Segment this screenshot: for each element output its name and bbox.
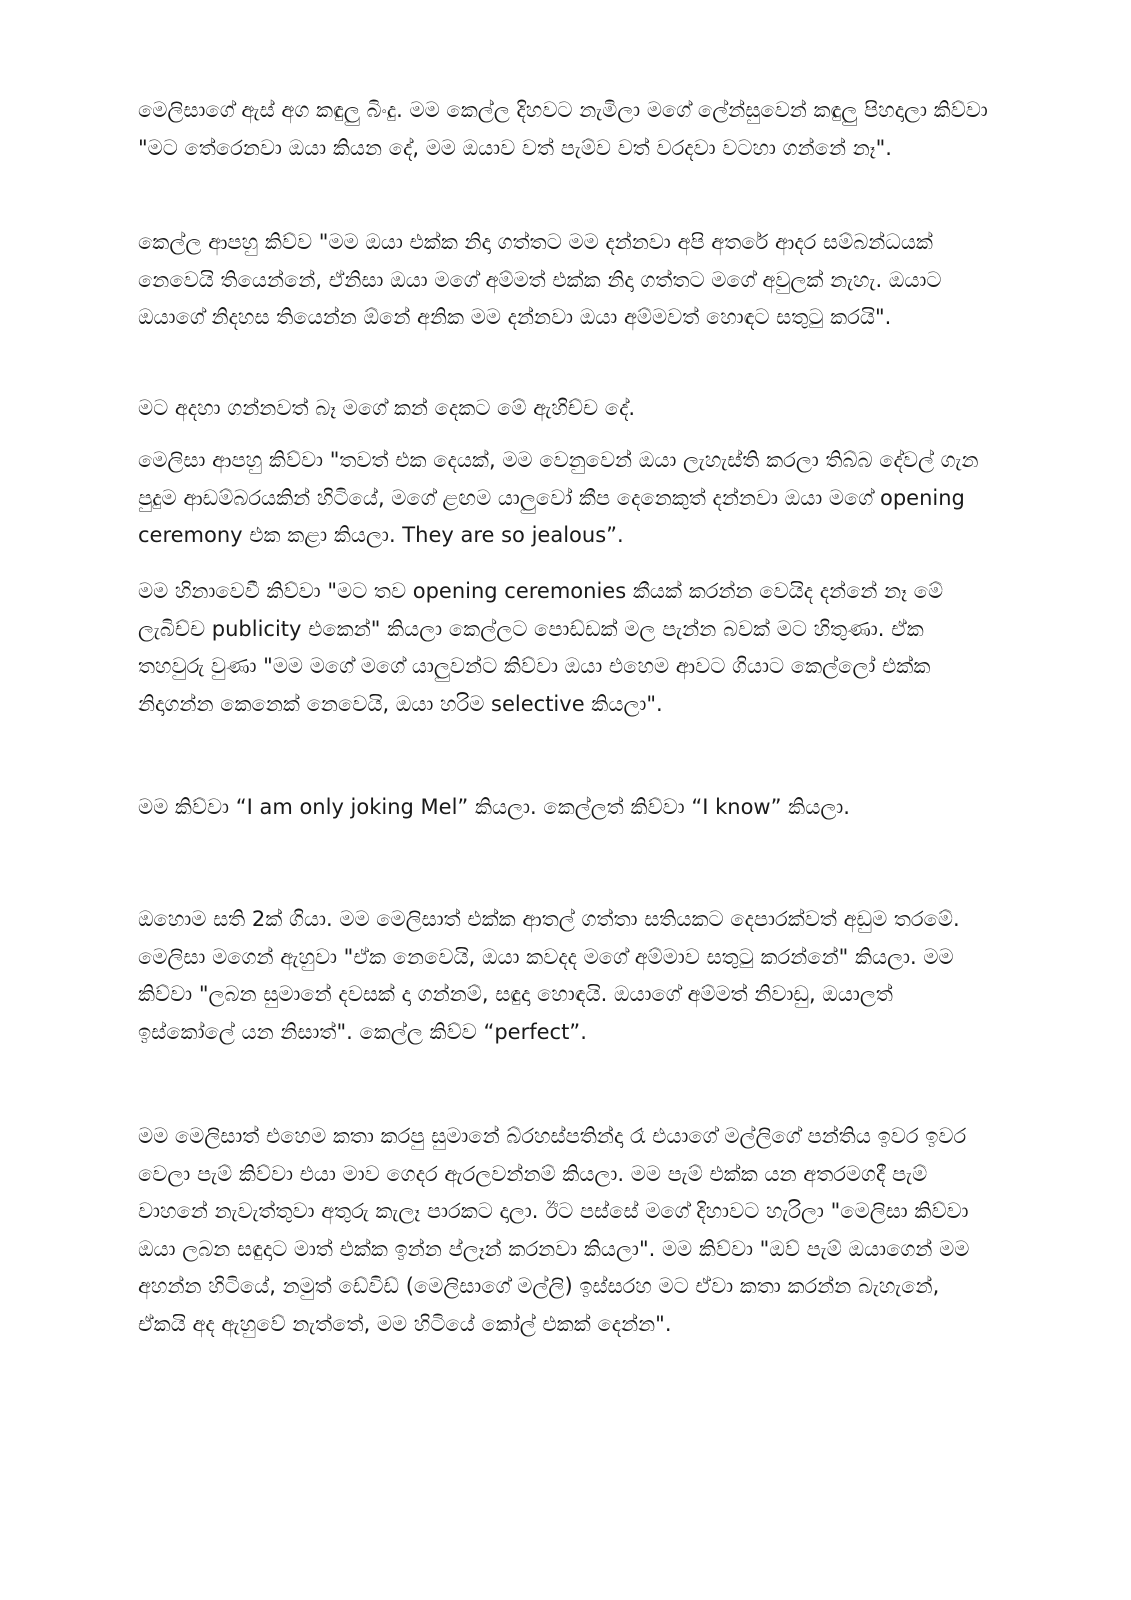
paragraph-4: මෙලිසා ආපහු කිව්වා "තවත් එක දෙයක්, මම වෙනුවෙන් ඔයා ලැහැස්ති කරලා තිබ්බ දේවල් ගැන පුදුම ආඩම්බරයකින් හිටියේ, මගේ ළඟම යාලුවෝ කීප දෙනෙකුත් දන්නවා ඔයා මගේ opening ceremony එක කළා කියලා. They are so jealous”. <box>138 448 979 547</box>
paragraph-1: මෙලිසාගේ ඇස් අග කඳුලු බිංදු. මම කෙල්ල දිහවට නැමිලා මගේ ලේන්සුවෙන් කඳුලු පිහදාලා කිව්වා "මට තේරෙනවා ඔයා කියන දේ, මම ඔයාව වත් පැම්ව වත් වරදවා වටහා ගන්නේ නෑ". <box>138 98 988 160</box>
paragraph-2: කෙල්ල ආපහු කිව්ව "මම ඔයා එක්ක නිදා ගත්තට මම දන්නවා අපි අතරේ ආදර සම්බන්ධයක් නෙවෙයි තියෙන්නේ, ඒනිසා ඔයා මගේ අම්මත් එක්ක නිදා ගත්තට මගේ අවුලක් නැහැ. ඔයාට ඔයාගේ නිදහස තියෙන්න ඕනේ අනික මම දන්නවා ඔයා අම්මවත් හොඳට සතුටු කරයි". <box>138 230 942 329</box>
paragraph-3: මට අදහා ගන්නවත් බෑ මගේ කන් දෙකට මේ ඇහිච්ච දේ. <box>138 396 636 420</box>
paragraph-7: ඔහොම සති 2ක් ගියා. මම මෙලිසාත් එක්ක ආතල් ගත්තා සතියකට දෙපාරක්වත් අඩුම තරමේ. මෙලිසා මගෙන් ඇහුවා "ඒක නෙවෙයි, ඔයා කවදද මගේ අම්මාව සතුටු කරන්නේ" කියලා. මම කිව්වා "ලබන සුමානේ දවසක් දා ගන්නම්, සඳුදා හොඳයි. ඔයාගේ අම්මත් නිවාඩු, ඔයාලත් ඉස්කෝලේ යන නිසාත්". කෙල්ල කිව්ව “perfect”. <box>138 907 960 1044</box>
paragraph-5: මම හිනාවෙවී කිව්වා "මට තව opening ceremonies කීයක් කරන්න වෙයිද දන්නේ නෑ මේ ලැබිච්ච publicity එකෙන්" කියලා කෙල්ලට පොඩ්ඩක් මල පැන්න බවක් මට හිතුණා. ඒක තහවුරු වුණා "මම මගේ මගේ යාලුවන්ට කිව්වා ඔයා එහෙම ආවට ගියාට කෙල්ලෝ එක්ක නිදාගන්න කෙනෙක් නෙවෙයි, ඔයා හරිම selective කියලා". <box>138 579 944 716</box>
paragraph-6: මම කිව්වා “I am only joking Mel” කියලා. කෙල්ලත් කිව්වා “I know” කියලා. <box>138 795 850 819</box>
paragraph-8: මම මෙලිසාත් එහෙම කතා කරපු සුමානේ බ්රහස්පතින්දා රෑ එයාගේ මල්ලිගේ පන්තිය ඉවර ඉවර වෙලා පැම් කිව්වා එයා මාව ගෙදර ඇරලවන්නම් කියලා. මම පැම් එක්ක යන අතරමගදී පැම් වාහනේ නැවැත්තුවා අතුරු කැලෑ පාරකට දාලා. ඊට පස්සේ මගේ දිහාවට හැරිලා "මෙලිසා කිව්වා ඔයා ලබන සඳුදාට මාත් එක්ක ඉන්න ප්ලෑන් කරනවා කියලා". මම කිව්වා "ඔව් පැම් ඔයාගෙන් මම අහන්න හිටියේ, නමුත් ඩේවිඩ් (මෙලිසාගේ මල්ලි) ඉස්සරහ මට ඒවා කතා කරන්න බැහැනේ, ඒකයි අද ඇහුවේ නැත්තේ, මම හිටියේ කෝල් එකක් දෙන්න". <box>138 1124 970 1336</box>
